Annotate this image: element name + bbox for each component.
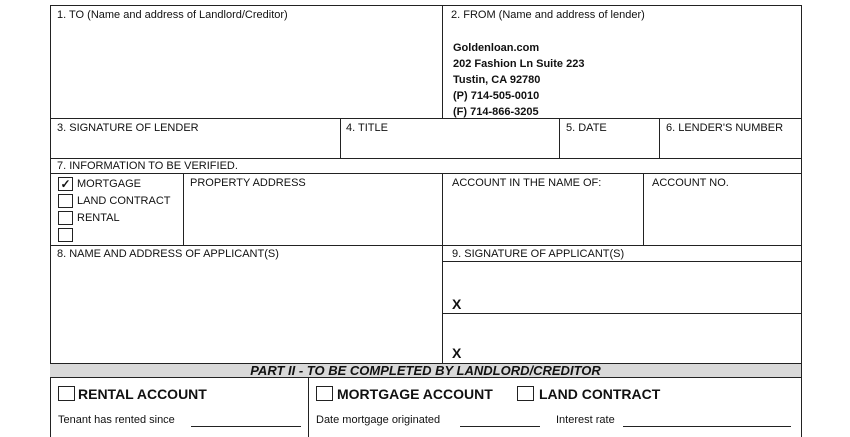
info-to-verify-label: 7. INFORMATION TO BE VERIFIED.	[57, 160, 238, 172]
divider	[442, 5, 443, 118]
rental-account-checkbox[interactable]	[58, 386, 75, 401]
signature-x-mark: X	[452, 345, 462, 361]
to-field[interactable]	[51, 24, 441, 117]
rental-checkbox[interactable]	[58, 211, 73, 225]
rental-account-label: RENTAL ACCOUNT	[78, 386, 207, 402]
property-address-label: PROPERTY ADDRESS	[190, 177, 306, 189]
from-label: 2. FROM (Name and address of lender)	[451, 9, 645, 21]
title-label: 4. TITLE	[346, 122, 388, 134]
form-top-border	[50, 5, 801, 6]
row-divider	[50, 158, 801, 159]
lender-address-line: Tustin, CA 92780	[453, 74, 541, 86]
applicant-signature-label: 9. SIGNATURE OF APPLICANT(S)	[452, 248, 625, 260]
lender-address-line: (F) 714-866-3205	[453, 106, 539, 118]
date-field[interactable]	[560, 136, 658, 157]
date-mortgage-originated-field[interactable]	[460, 426, 540, 427]
signature-x-mark: X	[452, 296, 462, 312]
lenders-number-label: 6. LENDER'S NUMBER	[666, 122, 784, 134]
tenant-rented-since-field[interactable]	[191, 426, 301, 427]
interest-rate-label: Interest rate	[556, 414, 615, 426]
account-no-label: ACCOUNT NO.	[652, 177, 729, 189]
land-contract-checkbox[interactable]	[58, 194, 73, 208]
form-right-border	[801, 5, 802, 437]
to-label: 1. TO (Name and address of Landlord/Creditor)	[57, 9, 288, 21]
date-label: 5. DATE	[566, 122, 607, 134]
applicant-name-address-label: 8. NAME AND ADDRESS OF APPLICANT(S)	[57, 248, 279, 260]
lenders-number-field[interactable]	[660, 136, 800, 157]
tenant-rented-since-label: Tenant has rented since	[58, 414, 175, 426]
other-checkbox[interactable]	[58, 228, 73, 242]
rental-label: RENTAL	[77, 212, 120, 224]
row-divider	[50, 118, 801, 119]
applicant-name-address-field[interactable]	[51, 262, 441, 362]
lender-address	[453, 40, 584, 120]
divider	[442, 245, 443, 363]
account-name-label: ACCOUNT IN THE NAME OF:	[452, 177, 602, 189]
row-divider	[50, 245, 801, 246]
account-no-field[interactable]	[644, 191, 800, 244]
divider	[308, 378, 309, 437]
title-field[interactable]	[341, 136, 558, 157]
signature-of-lender-label: 3. SIGNATURE OF LENDER	[57, 122, 199, 134]
mortgage-checkbox[interactable]: ✓	[58, 177, 73, 191]
signature-of-lender-field[interactable]	[51, 136, 339, 157]
mortgage-account-label: MORTGAGE ACCOUNT	[337, 386, 493, 402]
mortgage-account-checkbox[interactable]	[316, 386, 333, 401]
applicant-signature-field-1[interactable]	[466, 262, 800, 312]
interest-rate-field[interactable]	[623, 426, 791, 427]
lender-address-line: 202 Fashion Ln Suite 223	[453, 58, 585, 70]
land-contract-label: LAND CONTRACT	[77, 195, 171, 207]
applicant-signature-field-2[interactable]	[466, 314, 800, 362]
lender-address-line: (P) 714-505-0010	[453, 90, 540, 102]
part2-header	[50, 363, 801, 378]
lender-address-line: Goldenloan.com	[453, 42, 540, 54]
mortgage-label: MORTGAGE	[77, 178, 141, 190]
row-divider	[50, 173, 801, 174]
property-address-field[interactable]	[184, 191, 441, 244]
account-name-field[interactable]	[443, 191, 642, 244]
land-contract-checkbox-part2[interactable]	[517, 386, 534, 401]
land-contract-label-part2: LAND CONTRACT	[539, 386, 661, 402]
date-mortgage-originated-label: Date mortgage originated	[316, 414, 441, 426]
part2-title: PART II - TO BE COMPLETED BY LANDLORD/CREDITOR	[250, 363, 601, 378]
